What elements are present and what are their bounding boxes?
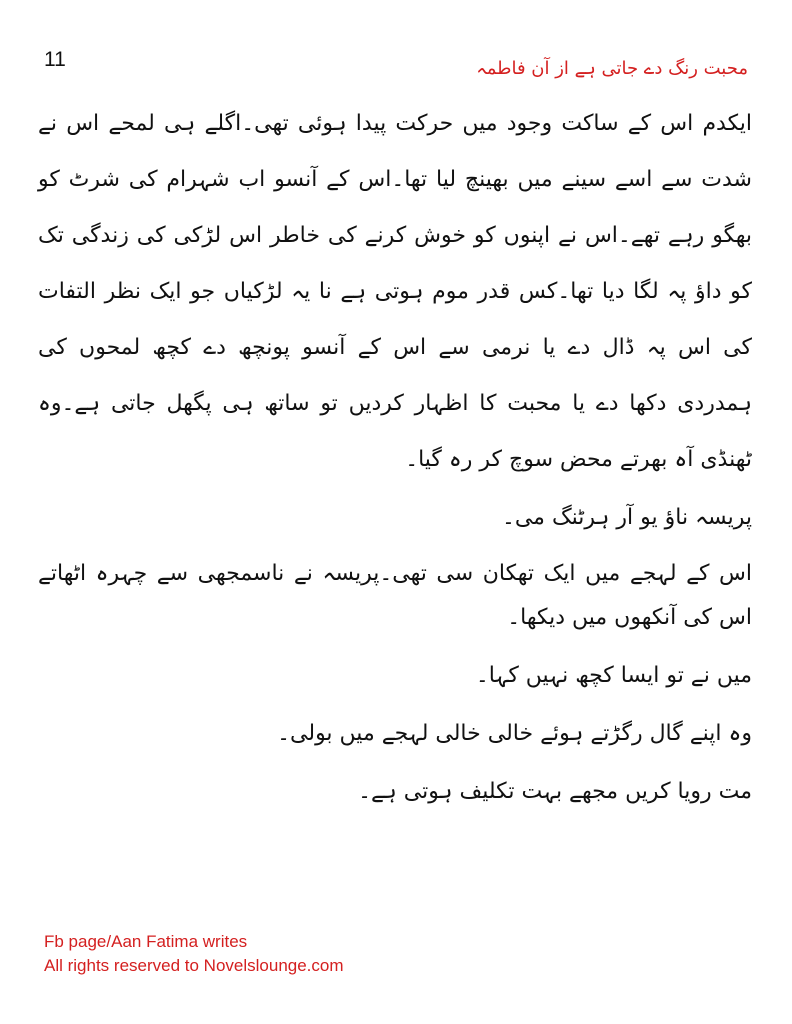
page-number: 11 [44,48,66,71]
paragraph-dialogue-3: مت رویا کریں مجھے بہت تکلیف ہوتی ہے۔ [358,779,752,804]
paragraph-narration-1: اس کے لہجے میں ایک تھکان سی تھی۔پریسہ نے ناسمجھی سے چہرہ اٹھاتے اس کی آنکھوں میں دیکھا۔ [38,561,752,630]
footer-rights: All rights reserved to Novelslounge.com [44,956,344,975]
footer-fb-page: Fb page/Aan Fatima writes [44,932,248,951]
paragraph-dialogue-1: پریسہ ناؤ یو آر ہرٹنگ می۔ [501,505,752,530]
body-text [38,96,752,814]
paragraph-narration-2: وہ اپنے گال رگڑتے ہوئے خالی خالی لہجے میں بولی۔ [277,721,752,746]
paragraph-main: ایکدم اس کے ساکت وجود میں حرکت پیدا ہوئی تھی۔اگلے ہی لمحے اس نے شدت سے اسے سینے میں بھینچ لیا تھا۔اس کے آنسو اب شہرام کی شرٹ کو بھگو رہے تھے۔اس نے اپنوں کو خوش کرنے کی خاطر اس لڑکی کی زندگی تک کو داؤ پہ لگا دیا تھا۔کس قدر موم ہوتی ہے نا یہ لڑکیاں جو ایک نظر التفات کی اس پہ ڈال دے یا نرمی سے اس کے آنسو پونچھ دے کچھ لمحوں کی ہمدردی دکھا دے یا محبت کا اظہار کردیں تو ساتھ ہی پگھل جاتی ہے۔وہ ٹھنڈی آہ بھرتے محض سوچ کر رہ گیا۔ [38,111,752,472]
paragraph-dialogue-2: میں نے تو ایسا کچھ نہیں کہا۔ [475,663,752,688]
header-title: محبت رنگ دے جاتی ہے از آن فاطمہ [476,58,748,79]
footer [44,930,344,978]
